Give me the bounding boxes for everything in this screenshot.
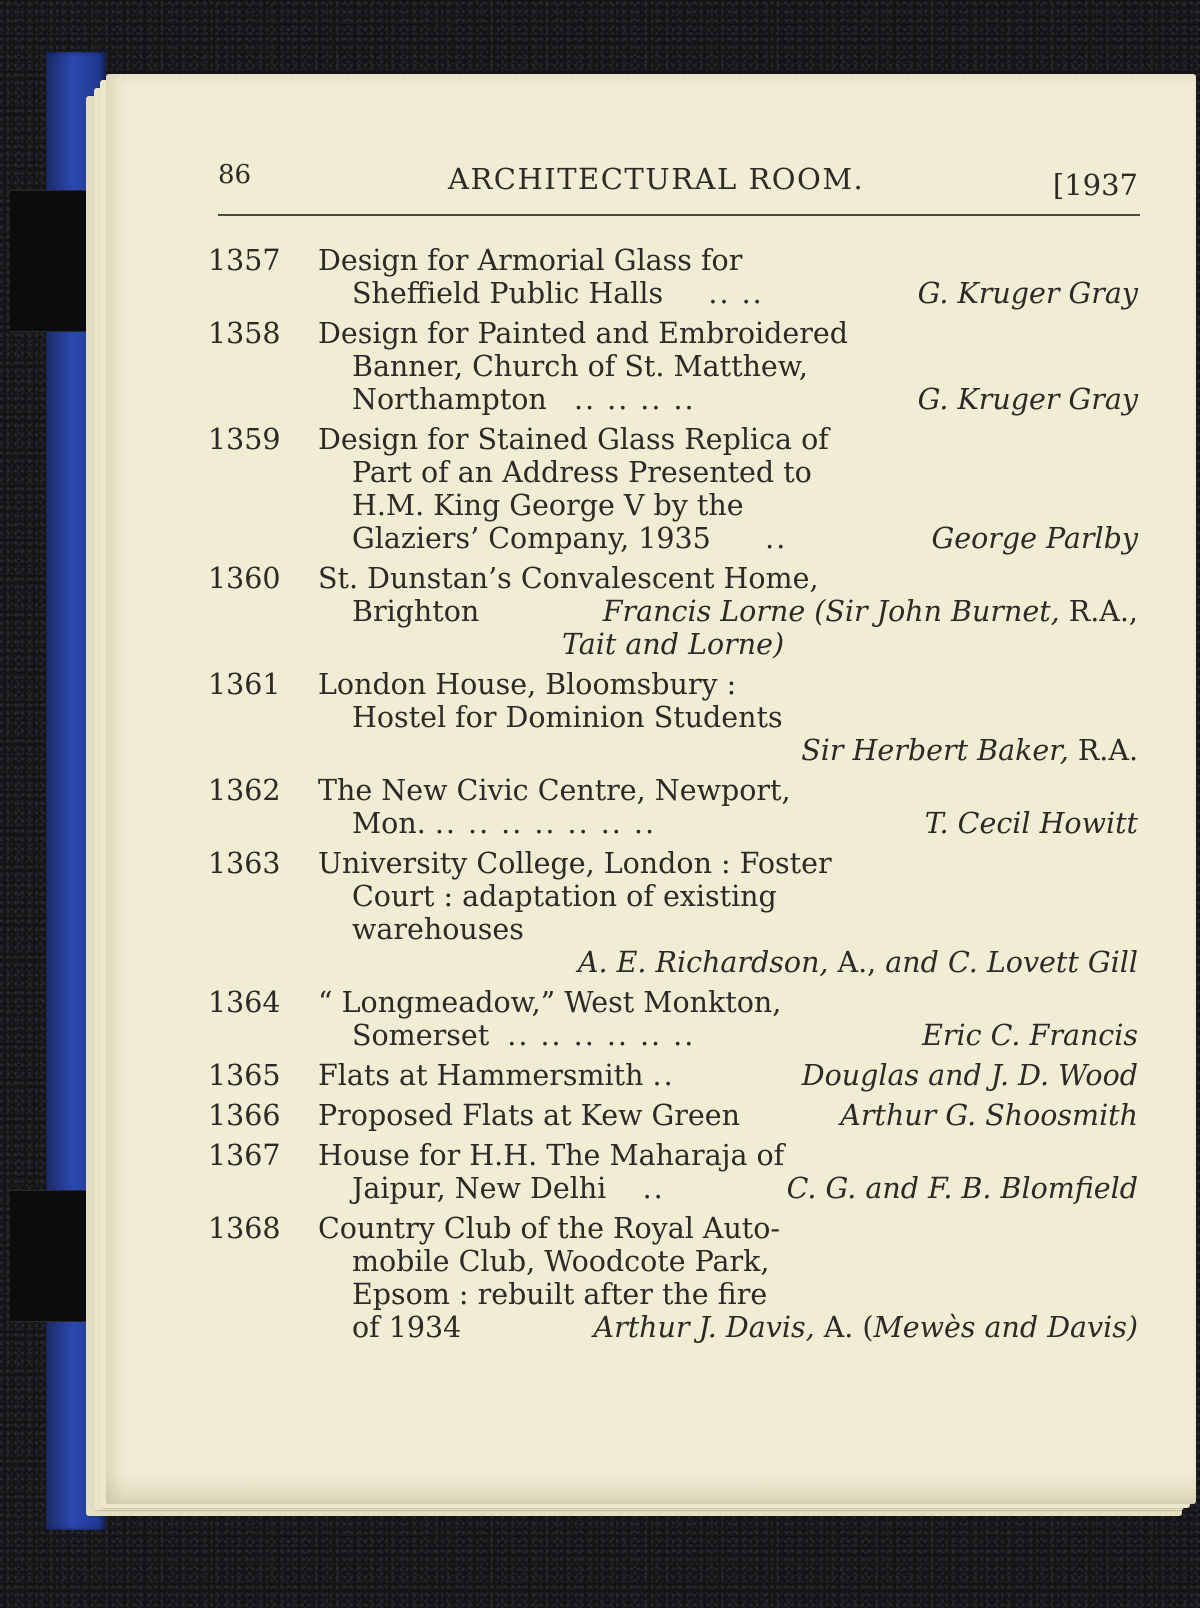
leader-dots: .. .. [708,277,764,310]
leader-dots: .. [765,522,788,555]
entry-text: H.M. King George V by the [352,489,744,522]
entry-number: 1361 [208,668,281,701]
entry-number: 1366 [208,1099,281,1132]
year-marker: [1937 [1052,168,1138,202]
clip-tab-upper [10,190,88,332]
entry-author: T. Cecil Howitt [924,807,1138,840]
entry-number: 1367 [208,1139,281,1172]
entry-author: Sir Herbert Baker, [801,734,1069,767]
leader-dots: .. [652,1059,675,1092]
entry-text: Proposed Flats at Kew Green [318,1099,741,1132]
entry-text: Epsom : rebuilt after the fire [352,1278,768,1311]
entry-author-honour: R.A. [1068,734,1138,767]
catalogue-entry [208,317,1138,416]
entry-author-honour: R.A., [1059,595,1138,628]
entry-author: Francis Lorne ( [602,595,826,628]
entry-number: 1360 [208,562,281,595]
entry-text: London House, Bloomsbury : [318,668,737,701]
catalogue-entry [208,1099,1138,1132]
entry-text: University College, London : Foster [318,847,832,880]
entry-number: 1365 [208,1059,281,1092]
leader-dots: .. .. .. .. .. .. .. [434,807,657,840]
entry-text: Mon. [352,807,426,840]
catalogue-entry [208,1059,1138,1092]
page-bottom-shade [106,1470,1196,1504]
entry-author: Mewès and Davis) [873,1311,1138,1344]
entry-text: “ Longmeadow,” West Monkton, [318,986,782,1019]
catalogue-entry [208,774,1138,840]
entry-number: 1368 [208,1212,281,1245]
entry-author: A. E. Richardson, [577,946,829,979]
entry-author: George Parlby [931,522,1138,555]
entry-number: 1359 [208,423,281,456]
entry-number: 1357 [208,244,281,277]
entry-text: Sheffield Public Halls [352,277,664,310]
entry-author: Sir John Burnet, [825,595,1060,628]
catalogue-list [208,244,1138,1351]
entry-text: Jaipur, New Delhi [352,1172,607,1205]
entry-number: 1362 [208,774,281,807]
entry-text: Somerset [352,1019,490,1052]
entry-number: 1364 [208,986,281,1019]
leader-dots: .. .. .. .. .. .. [507,1019,696,1052]
running-header [218,160,1138,204]
entry-text: Design for Stained Glass Replica of [318,423,829,456]
catalogue-entry [208,668,1138,767]
entry-text: Part of an Address Presented to [352,456,812,489]
leader-dots: .. [642,1172,665,1205]
entry-author: G. Kruger Gray [917,383,1138,416]
entry-text: mobile Club, Woodcote Park, [352,1245,770,1278]
entry-author-honour: A. ( [814,1311,874,1344]
leader-dots: .. .. .. .. [573,383,696,416]
catalogue-entry [208,1139,1138,1205]
clip-tab-lower [10,1190,88,1322]
entry-text: Banner, Church of St. Matthew, [352,350,808,383]
entry-text: of 1934 [352,1311,462,1344]
catalogue-entry [208,423,1138,555]
entry-author: C. G. and F. B. Blomfield [786,1172,1138,1205]
entry-author: Douglas and J. D. Wood [801,1059,1138,1092]
entry-text: Hostel for Dominion Students [352,701,783,734]
entry-text: House for H.H. The Maharaja of [318,1139,785,1172]
entry-author: and C. Lovett Gill [876,946,1138,979]
entry-text: Country Club of the Royal Auto- [318,1212,781,1245]
entry-author: G. Kruger Gray [917,277,1138,310]
entry-author: Arthur J. Davis, [593,1311,815,1344]
entry-text: Court : adaptation of existing [352,880,777,913]
entry-author: Arthur G. Shoosmith [840,1099,1138,1132]
entry-text: Northampton [352,383,547,416]
entry-author: Eric C. Francis [922,1019,1138,1052]
header-rule [218,214,1140,216]
catalogue-entry [208,847,1138,979]
entry-text: Flats at Hammersmith [318,1059,644,1092]
entry-text: Design for Armorial Glass for [318,244,743,277]
entry-text: Brighton [352,595,480,628]
catalogue-entry [208,244,1138,310]
entry-text: St. Dunstan’s Convalescent Home, [318,562,819,595]
entry-author-honour: A., [828,946,877,979]
entry-text: warehouses [352,913,524,946]
entry-author: Tait and Lorne) [562,628,785,661]
catalogue-entry [208,562,1138,661]
catalogue-entry [208,1212,1138,1344]
entry-number: 1358 [208,317,281,350]
entry-text: The New Civic Centre, Newport, [318,774,791,807]
page-title: ARCHITECTURAL ROOM. [448,162,865,196]
entry-text: Glaziers’ Company, 1935 [352,522,711,555]
page-number: 86 [218,160,252,190]
catalogue-entry [208,986,1138,1052]
entry-number: 1363 [208,847,281,880]
entry-text: Design for Painted and Embroidered [318,317,848,350]
